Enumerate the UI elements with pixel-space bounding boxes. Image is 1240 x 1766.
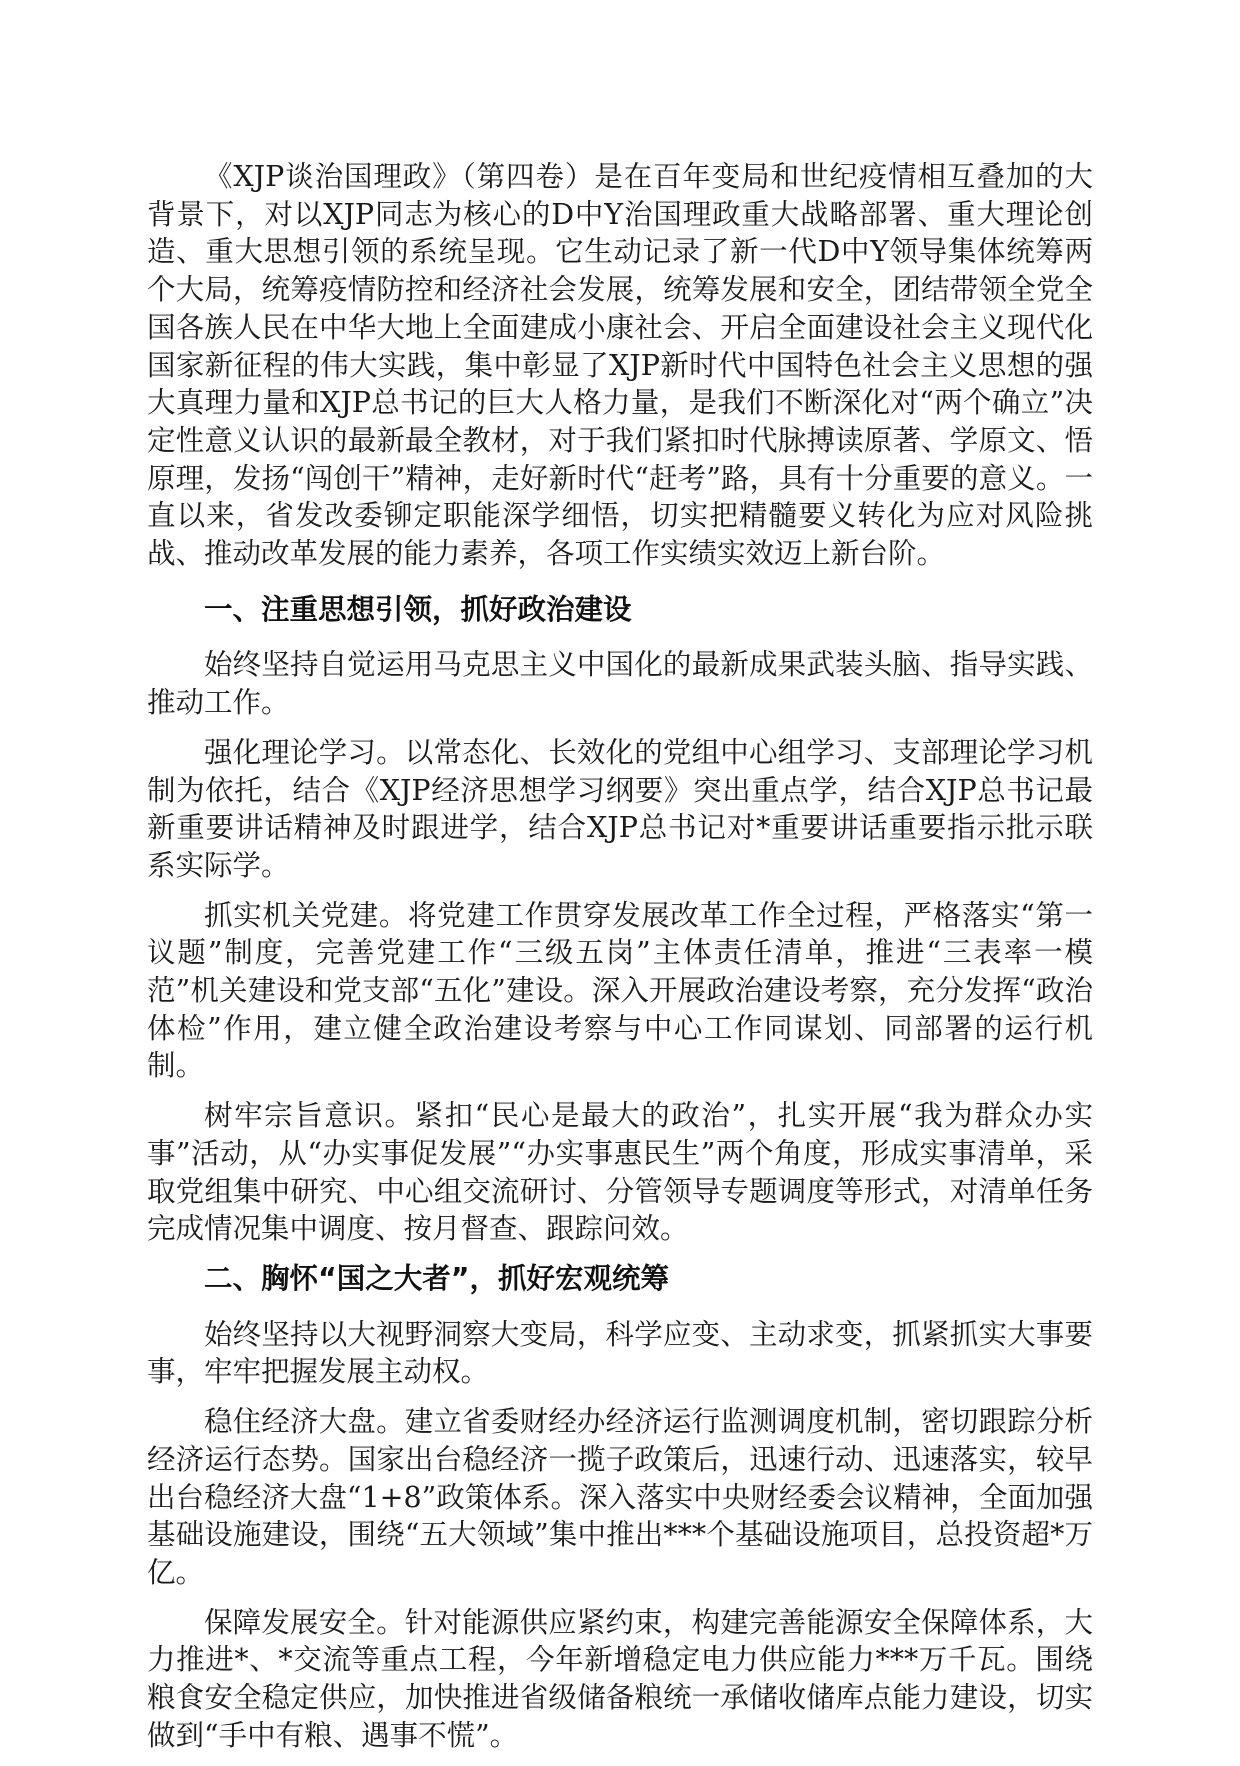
section-2-lead-paragraph: 始终坚持以大视野洞察大变局，科学应变、主动求变，抓紧抓实大事要事，牢牢把握发展主动权。 [147,1317,1093,1389]
section-1-paragraph-purpose-awareness: 树牢宗旨意识。紧扣“民心是最大的政治”，扎实开展“我为群众办实事”活动，从“办实事促发展”“办实事惠民生”两个角度，形成实事清单，采取党组集中研究、中心组交流研讨、分管领导专题调度等形式，对清单任务完成情况集中调度、按月督查、跟踪问效。 [147,1099,1093,1246]
section-1-heading: 一、注重思想引领，抓好政治建设 [204,592,632,626]
section-2-heading: 二、胸怀“国之大者”，抓好宏观统筹 [204,1261,669,1295]
section-1-paragraph-theory-study: 强化理论学习。以常态化、长效化的党组中心组学习、支部理论学习机制为依托，结合《XJP经济思想学习纲要》突出重点学，结合XJP总书记最新重要讲话精神及时跟进学，结合XJP总书记对*重要讲话重要指示批示联系实际学。 [147,735,1093,882]
section-2-paragraph-security: 保障发展安全。针对能源供应紧约束，构建完善能源安全保障体系，大力推进*、*交流等重点工程，今年新增稳定电力供应能力***万千瓦。围绕粮食安全稳定供应，加快推进省级储备粮统一承储收储库点能力建设，切实做到“手中有粮、遇事不慌”。 [147,1605,1093,1752]
intro-paragraph: 《XJP谈治国理政》（第四卷）是在百年变局和世纪疫情相互叠加的大背景下，对以XJP同志为核心的D中Y治国理政重大战略部署、重大理论创造、重大思想引领的系统呈现。它生动记录了新一代D中Y领导集体统筹两个大局，统筹疫情防控和经济社会发展，统筹发展和安全，团结带领全党全国各族人民在中华大地上全面建成小康社会、开启全面建设社会主义现代化国家新征程的伟大实践，集中彰显了XJP新时代中国特色社会主义思想的强大真理力量和XJP总书记的巨大人格力量，是我们不断深化对“两个确立”决定性意义认识的最新最全教材，对于我们紧扣时代脉搏读原著、学原文、悟原理，发扬“闯创干”精神，走好新时代“赶考”路，具有十分重要的意义。一直以来，省发改委铆定职能深学细悟，切实把精髓要义转化为应对风险挑战、推动改革发展的能力素养，各项工作实绩实效迈上新台阶。 [147,160,1093,571]
section-1-lead-paragraph: 始终坚持自觉运用马克思主义中国化的最新成果武装头脑、指导实践、推动工作。 [147,648,1093,720]
section-1-paragraph-party-building: 抓实机关党建。将党建工作贯穿发展改革工作全过程，严格落实“第一议题”制度，完善党建工作“三级五岗”主体责任清单，推进“三表率一模范”机关建设和党支部“五化”建设。深入开展政治建设考察，充分发挥“政治体检”作用，建立健全政治建设考察与中心工作同谋划、同部署的运行机制。 [147,898,1093,1083]
document-body [147,158,1093,1766]
section-2-paragraph-economy: 稳住经济大盘。建立省委财经办经济运行监测调度机制，密切跟踪分析经济运行态势。国家出台稳经济一揽子政策后，迅速行动、迅速落实，较早出台稳经济大盘“1+8”政策体系。深入落实中央财经委会议精神，全面加强基础设施建设，围绕“五大领域”集中推出***个基础设施项目，总投资超*万亿。 [147,1405,1093,1589]
